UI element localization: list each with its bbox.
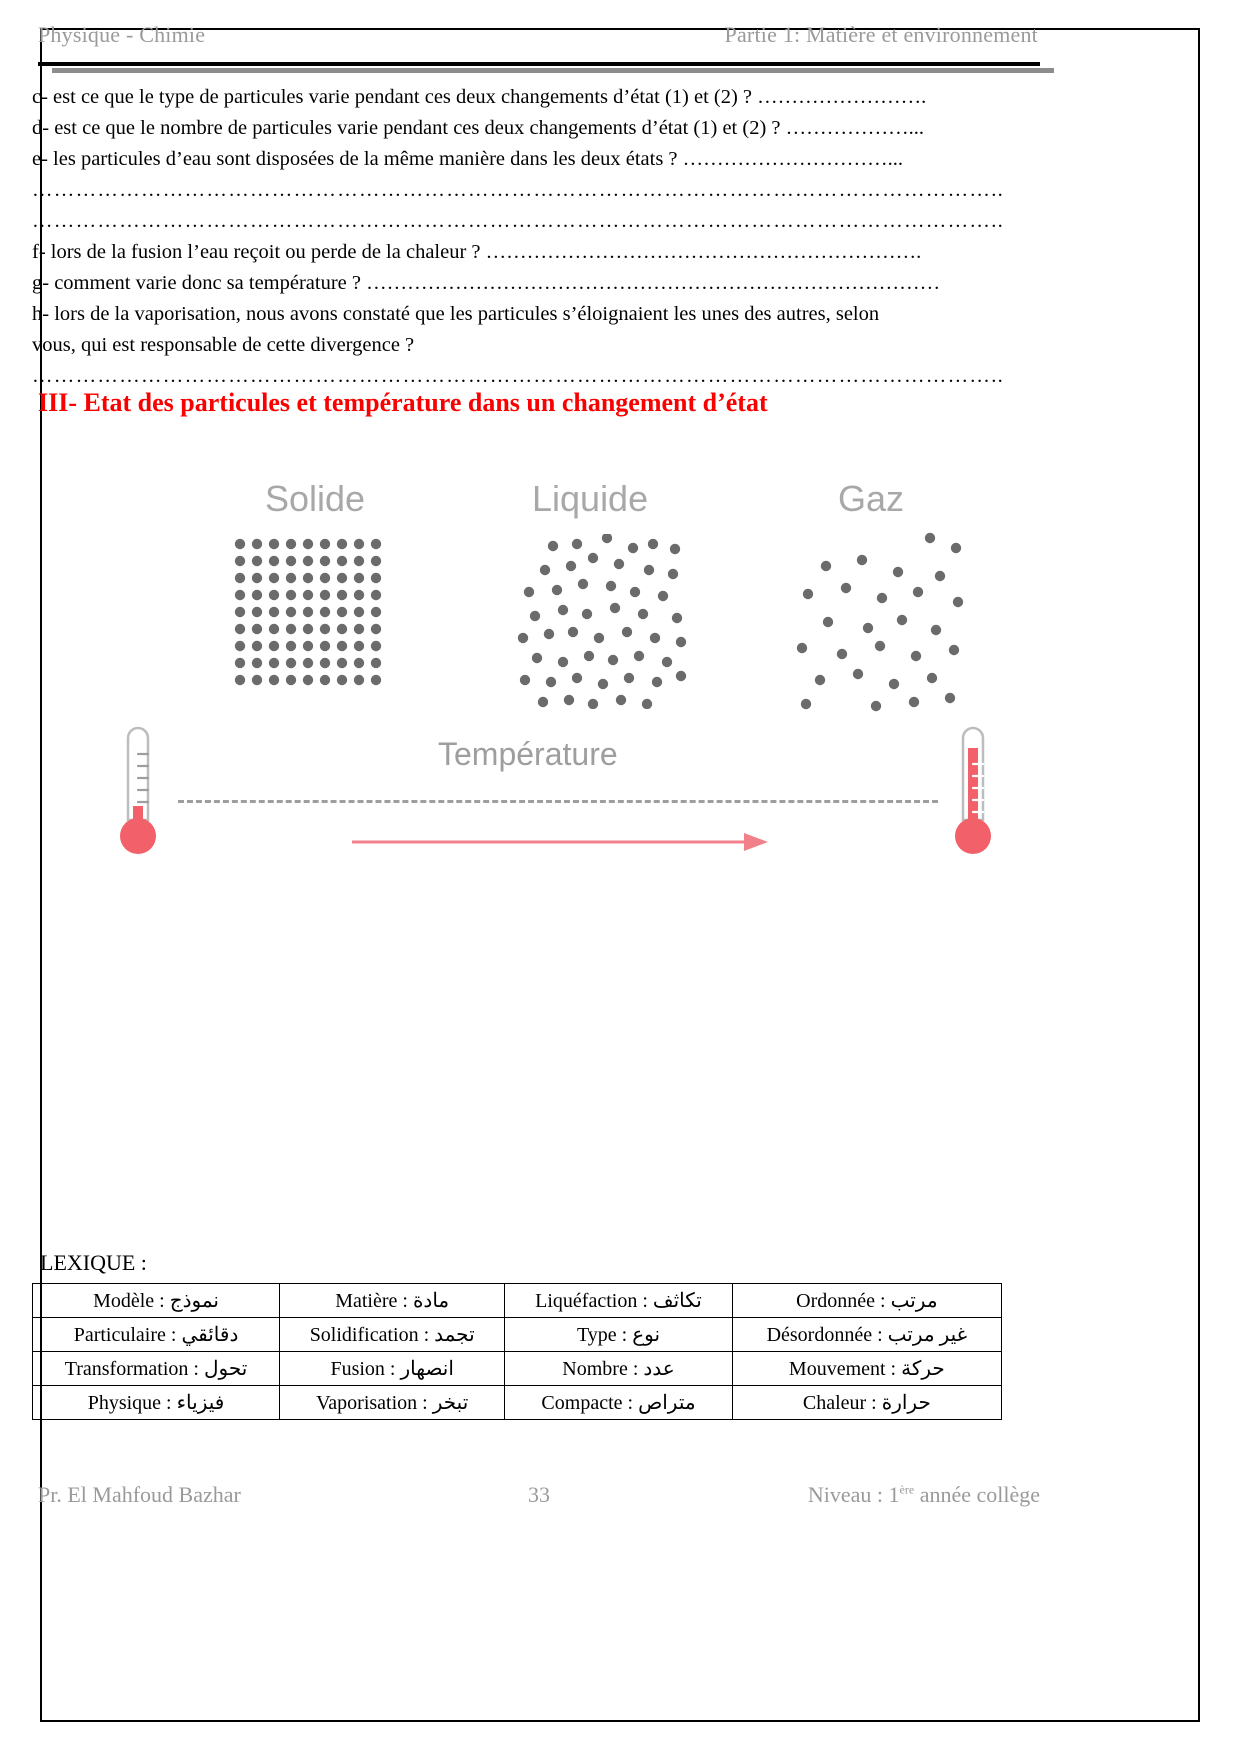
header-subject: Physique - Chimie	[38, 22, 206, 47]
lexique-cell	[505, 1284, 732, 1318]
answer-line-1: ……………………………………………………………………………………………………………………..	[32, 179, 1005, 201]
lexique-term-ar: نوع	[632, 1324, 661, 1346]
lexique-term-fr: Liquéfaction :	[535, 1290, 648, 1312]
lexique-cell	[505, 1386, 732, 1420]
lexique-term-fr: Désordonnée :	[766, 1324, 883, 1346]
question-h-line1: h- lors de la vaporisation, nous avons constaté que les particules s’éloignaient les unes des autres, selon	[32, 303, 880, 325]
table-row	[33, 1284, 1002, 1318]
lexique-term-ar: تجمد	[434, 1324, 475, 1346]
lexique-cell	[732, 1386, 1001, 1420]
temperature-increase-arrow	[350, 828, 770, 856]
lexique-cell	[505, 1318, 732, 1352]
section-heading-iii: III- Etat des particules et température dans un changement d’état	[38, 388, 768, 417]
question-e: e- les particules d’eau sont disposées de la même manière dans les deux états ? …………………………...	[32, 148, 904, 170]
question-h-line2: vous, qui est responsable de cette divergence ?	[32, 334, 415, 356]
lexique-cell	[33, 1386, 280, 1420]
lexique-term-ar: تكاثف	[652, 1290, 702, 1312]
footer-level-suffix: année collège	[914, 1482, 1040, 1507]
lexique-term-fr: Nombre :	[562, 1358, 639, 1380]
thermometer-right	[945, 724, 1001, 858]
page-header	[38, 22, 1038, 48]
lexique-cell	[33, 1318, 280, 1352]
lexique-term-fr: Chaleur :	[802, 1392, 877, 1414]
lexique-term-fr: Compacte :	[541, 1392, 634, 1414]
lexique-cell	[280, 1284, 505, 1318]
table-row	[33, 1318, 1002, 1352]
figure-label-solide: Solide	[265, 478, 366, 519]
footer-page-number: 33	[528, 1482, 550, 1507]
lexique-term-ar: تبخر	[432, 1392, 469, 1414]
question-c: c- est ce que le type de particules varie pendant ces deux changements d’état (1) et (2) ? …………………….	[32, 86, 927, 108]
lexique-term-ar: متراص	[638, 1392, 696, 1414]
lexique-term-ar: انصهار	[400, 1358, 454, 1380]
lexique-term-ar: عدد	[643, 1358, 675, 1380]
temperature-dashed-axis	[178, 800, 938, 803]
states-temperature-figure	[20, 436, 1020, 856]
particles-solid	[232, 536, 392, 696]
lexique-term-fr: Physique :	[87, 1392, 172, 1414]
lexique-cell	[33, 1352, 280, 1386]
footer-author: Pr. El Mahfoud Bazhar	[38, 1482, 241, 1507]
particles-gas	[790, 532, 970, 712]
lexique-term-fr: Transformation :	[64, 1358, 199, 1380]
lexique-term-fr: Ordonnée :	[796, 1290, 886, 1312]
footer-level	[808, 1482, 1040, 1508]
question-f: f- lors de la fusion l’eau reçoit ou perde de la chaleur ? ……………………………………………………….	[32, 241, 922, 263]
header-rule-primary	[38, 62, 1040, 66]
lexique-term-fr: Vaporisation :	[316, 1392, 428, 1414]
footer-level-prefix: Niveau : 1	[807, 1482, 900, 1507]
answer-line-3: ……………………………………………………………………………………………………………………..	[32, 365, 1005, 387]
lexique-term-ar: حركة	[901, 1358, 945, 1380]
lexique-term-fr: Mouvement :	[788, 1358, 897, 1380]
questions-block	[32, 82, 1042, 392]
lexique-cell	[280, 1318, 505, 1352]
lexique-cell	[33, 1284, 280, 1318]
figure-label-liquide: Liquide	[532, 478, 649, 519]
lexique-term-fr: Particulaire :	[73, 1324, 177, 1346]
lexique-term-fr: Modèle :	[93, 1290, 165, 1312]
header-rule-secondary	[52, 68, 1054, 73]
lexique-cell	[280, 1386, 505, 1420]
lexique-term-ar: مادة	[412, 1290, 450, 1312]
footer-level-ordinal: ère	[899, 1482, 915, 1497]
question-g: g- comment varie donc sa température ? …………………………………………………………………………	[32, 272, 941, 294]
lexique-term-fr: Solidification :	[309, 1324, 430, 1346]
lexique-term-ar: حرارة	[881, 1392, 931, 1414]
page-footer	[38, 1482, 1040, 1508]
header-part: Partie 1: Matière et environnement	[724, 22, 1038, 47]
lexique-term-ar: غير مرتب	[887, 1324, 968, 1346]
lexique-cell	[732, 1284, 1001, 1318]
question-d: d- est ce que le nombre de particules varie pendant ces deux changements d’état (1) et (2) ? ………………...	[32, 117, 924, 139]
lexique-cell	[732, 1352, 1001, 1386]
table-row	[33, 1352, 1002, 1386]
lexique-term-fr: Type :	[576, 1324, 628, 1346]
lexique-term-ar: نموذج	[169, 1290, 219, 1312]
thermometer-left	[110, 724, 166, 858]
table-row	[33, 1386, 1002, 1420]
lexique-cell	[505, 1352, 732, 1386]
lexique-term-fr: Fusion :	[330, 1358, 396, 1380]
lexique-table	[32, 1283, 1002, 1420]
figure-label-gaz: Gaz	[838, 478, 905, 519]
figure-label-temperature: Température	[438, 736, 618, 772]
lexique-term-ar: مرتب	[890, 1290, 938, 1312]
particles-liquid	[515, 534, 690, 709]
lexique-term-ar: دقائقي	[181, 1324, 239, 1346]
lexique-title: LEXIQUE :	[40, 1250, 147, 1275]
lexique-term-fr: Matière :	[335, 1290, 408, 1312]
lexique-cell	[732, 1318, 1001, 1352]
lexique-term-ar: فيزياء	[176, 1392, 225, 1414]
lexique-term-ar: تحول	[203, 1358, 248, 1380]
answer-line-2: ……………………………………………………………………………………………………………………..	[32, 210, 1005, 232]
lexique-cell	[280, 1352, 505, 1386]
